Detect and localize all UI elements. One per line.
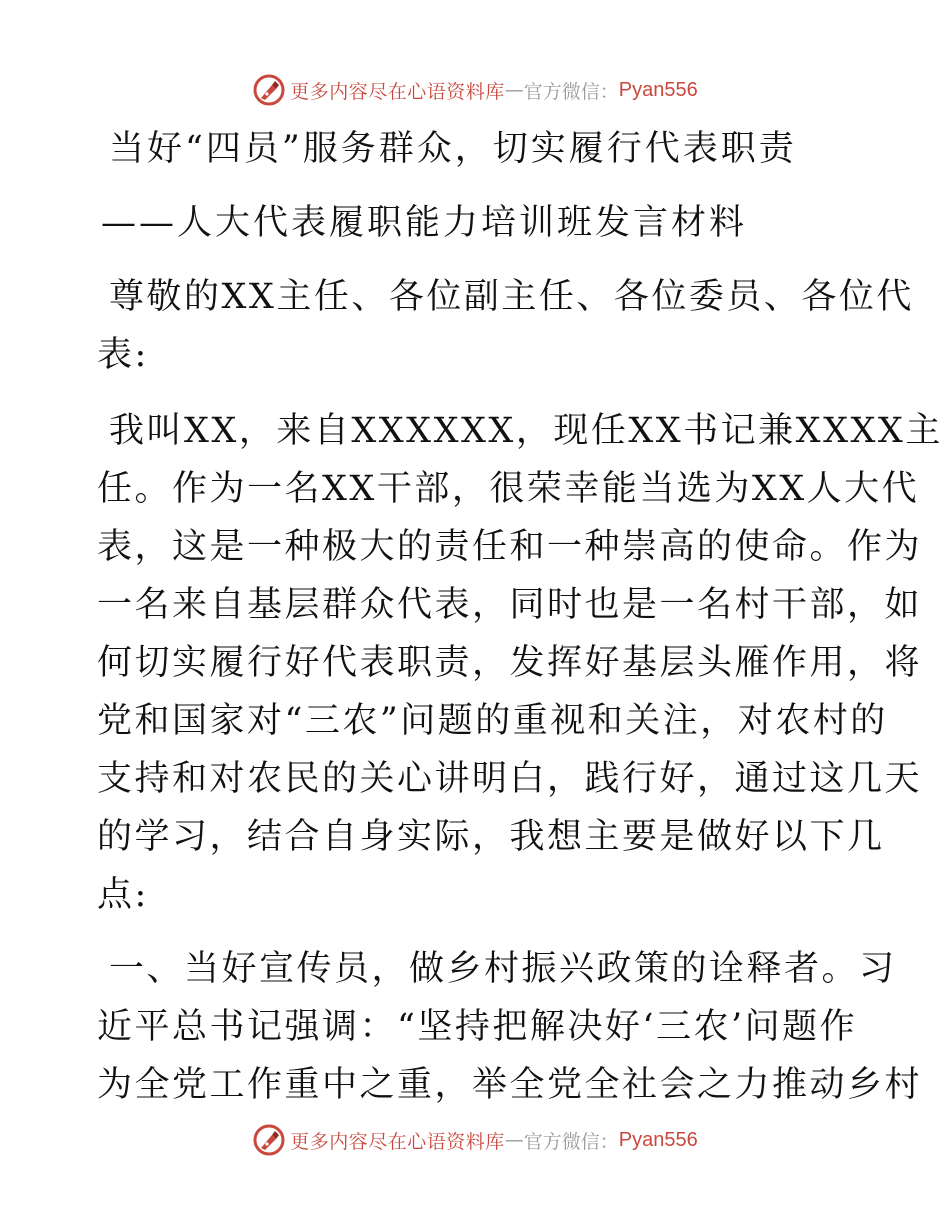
section-line: 一、当好宣传员，做乡村振兴政策的诠释者。习 xyxy=(109,949,897,989)
document-subtitle: ——人大代表履职能力培训班发言材料 xyxy=(101,203,748,243)
watermark-text: 更多内容尽在心语资料库 xyxy=(290,1130,505,1153)
pen-nib-logo-icon xyxy=(252,1123,286,1157)
watermark-label: 官方微信： xyxy=(523,80,619,103)
intro-line: 何切实履行好代表职责，发挥好基层头雁作用，将 xyxy=(97,643,923,683)
intro-line: 党和国家对“三农”问题的重视和关注，对农村的 xyxy=(97,701,888,741)
watermark-label: 官方微信： xyxy=(523,1130,619,1153)
watermark-text: 更多内容尽在心语资料库 xyxy=(290,80,505,103)
intro-line: 表，这是一种极大的责任和一种崇高的使命。作为 xyxy=(97,527,923,567)
watermark-dash: — xyxy=(504,79,524,101)
document-title: 当好“四员”服务群众，切实履行代表职责 xyxy=(109,129,797,169)
greeting-line: 尊敬的XX主任、各位副主任、各位委员、各位代 xyxy=(109,277,914,317)
watermark-dash: — xyxy=(504,1129,524,1151)
intro-line: 点: xyxy=(97,875,149,915)
section-line: 近平总书记强调：“坚持把解决好‘三农’问题作 xyxy=(97,1007,858,1047)
header-watermark xyxy=(0,70,950,110)
intro-line: 我叫XX，来自XXXXXX，现任XX书记兼XXXX主 xyxy=(109,411,943,451)
document-body xyxy=(97,120,943,1114)
intro-line: 支持和对农民的关心讲明白，践行好，通过这几天 xyxy=(97,759,923,799)
watermark-wechat-id: Pyan556 xyxy=(618,1128,698,1151)
watermark-wechat-id: Pyan556 xyxy=(618,78,698,101)
footer-watermark xyxy=(0,1120,950,1160)
intro-line: 的学习，结合自身实际，我想主要是做好以下几 xyxy=(97,817,885,857)
intro-line: 一名来自基层群众代表，同时也是一名村干部，如 xyxy=(97,585,923,625)
pen-nib-logo-icon xyxy=(252,73,286,107)
greeting-line: 表: xyxy=(97,335,149,375)
section-line: 为全党工作重中之重，举全党全社会之力推动乡村 xyxy=(97,1065,923,1105)
intro-line: 任。作为一名XX干部，很荣幸能当选为XX人大代 xyxy=(97,469,920,509)
